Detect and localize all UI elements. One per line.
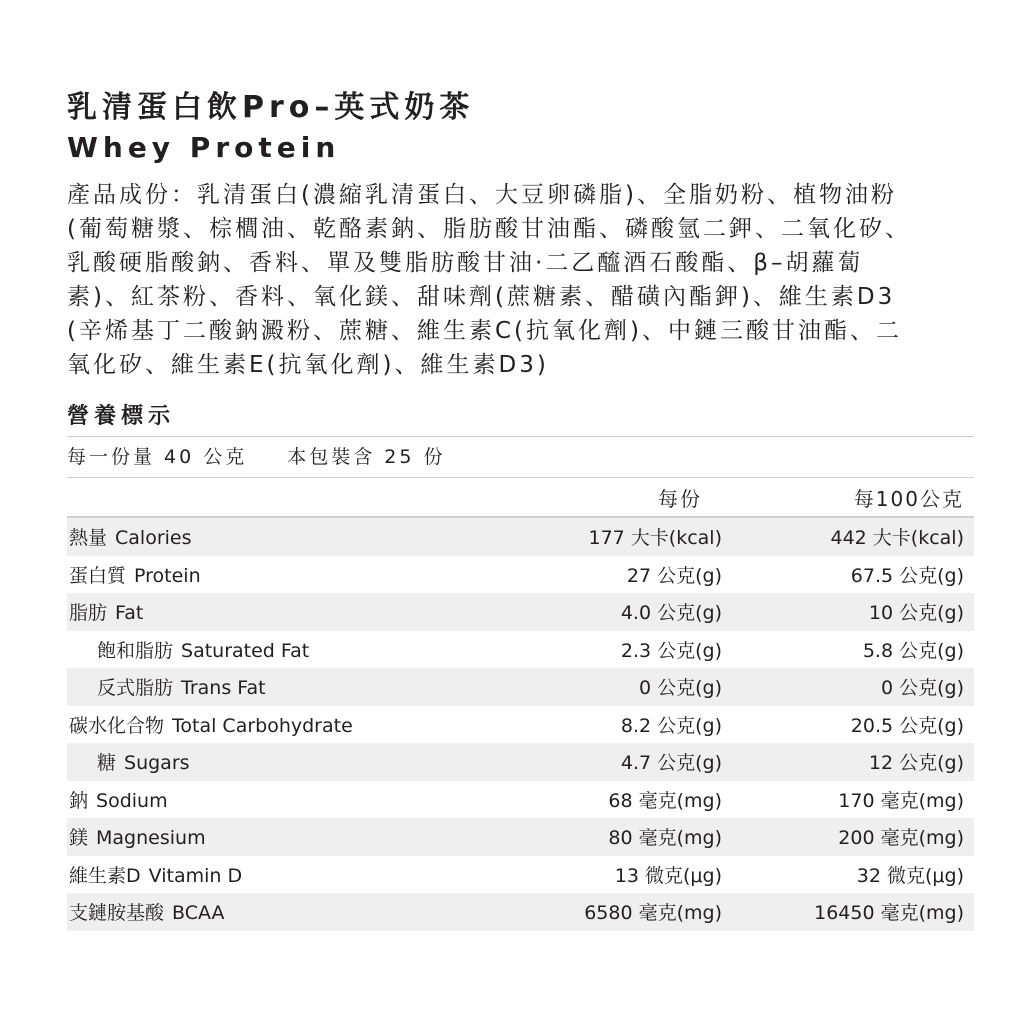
nutrient-name-zh: 飽和脂肪 xyxy=(97,639,174,662)
nutrient-name-en: BCAA xyxy=(172,902,225,925)
per-100g-value: 10 公克(g) xyxy=(722,593,974,631)
nutrient-name-en: Magnesium xyxy=(96,827,206,850)
per-100g-value: 200 毫克(mg) xyxy=(722,818,974,856)
per-serving-value: 4.0 公克(g) xyxy=(567,593,722,631)
per-serving-value: 80 毫克(mg) xyxy=(567,818,722,856)
ingredients-line: 產品成份：乳清蛋白(濃縮乳清蛋白、大豆卵磷脂)、全脂奶粉、植物油粉 xyxy=(67,182,897,208)
per-100g-value: 16450 毫克(mg) xyxy=(722,893,974,931)
table-row xyxy=(67,856,974,894)
nutrition-table xyxy=(67,478,974,931)
nutrient-name-en: Fat xyxy=(115,602,144,625)
nutrient-name xyxy=(67,743,567,781)
nutrient-name xyxy=(67,781,567,819)
nutrient-name-zh: 鎂 xyxy=(69,827,89,850)
product-title-en: Whey Protein xyxy=(67,131,341,164)
serving-size: 每一份量 40 公克 xyxy=(67,446,248,468)
servings-per-pack: 本包裝含 25 份 xyxy=(287,446,446,468)
product-label xyxy=(67,88,974,931)
table-row xyxy=(67,743,974,781)
nutrient-name-en: Protein xyxy=(134,564,201,587)
per-serving-value: 68 毫克(mg) xyxy=(608,789,722,812)
ingredients-line: 氧化矽、維生素E(抗氧化劑)、維生素D3) xyxy=(67,352,549,378)
per-100g-value: 442 大卡(kcal) xyxy=(722,517,974,556)
per-serving-value: 4.7 公克(g) xyxy=(567,743,722,781)
serving-info xyxy=(67,437,974,478)
per-serving-value: 6580 毫克(mg) xyxy=(567,893,722,931)
per-serving-value: 13 微克(μg) xyxy=(614,864,722,887)
nutrient-name-zh: 蛋白質 xyxy=(69,564,127,587)
nutrient-name-zh: 鈉 xyxy=(69,789,89,812)
nutrient-name-zh: 熱量 xyxy=(69,527,108,550)
nutrient-name-zh: 反式脂肪 xyxy=(97,677,174,700)
per-100g-value: 0 公克(g) xyxy=(722,668,974,706)
ingredients-line: (葡萄糖漿、棕櫚油、乾酪素鈉、脂肪酸甘油酯、磷酸氫二鉀、二氧化矽、 xyxy=(67,216,911,242)
nutrient-name-zh: 維生素D xyxy=(69,864,141,887)
per-serving-value: 27 公克(g) xyxy=(626,564,722,587)
ingredients-block xyxy=(67,178,974,382)
table-row xyxy=(67,781,974,819)
table-row xyxy=(67,818,974,856)
ingredients-line: (辛烯基丁二酸鈉澱粉、蔗糖、維生素C(抗氧化劑)、中鏈三酸甘油酯、二 xyxy=(67,318,902,344)
nutrition-title: 營養標示 xyxy=(67,402,974,437)
nutrient-name-en: Sugars xyxy=(124,752,190,775)
col-per-100g: 每100公克 xyxy=(722,478,974,517)
nutrient-name-en: Calories xyxy=(115,527,192,550)
nutrient-name-zh: 糖 xyxy=(97,752,117,775)
table-row xyxy=(67,517,974,556)
nutrient-name-en: Saturated Fat xyxy=(181,639,310,662)
ingredients-line: 素)、紅茶粉、香料、氧化鎂、甜味劑(蔗糖素、醋磺內酯鉀)、維生素D3 xyxy=(67,284,896,310)
nutrient-name xyxy=(67,517,567,556)
per-100g-value: 67.5 公克(g) xyxy=(850,564,964,587)
table-row xyxy=(67,893,974,931)
table-row xyxy=(67,706,974,744)
nutrient-name-zh: 支鏈胺基酸 xyxy=(69,902,165,925)
per-100g-value: 5.8 公克(g) xyxy=(862,639,964,662)
nutrient-name xyxy=(67,556,567,594)
nutrient-name-en: Trans Fat xyxy=(181,677,266,700)
nutrient-name xyxy=(67,893,567,931)
nutrient-name xyxy=(67,668,567,706)
per-serving-value: 0 公克(g) xyxy=(567,668,722,706)
nutrient-name-en: Sodium xyxy=(96,789,168,812)
table-row xyxy=(67,668,974,706)
table-row xyxy=(67,556,974,594)
per-100g-value: 20.5 公克(g) xyxy=(850,714,964,737)
nutrient-name-en: Vitamin D xyxy=(148,864,243,887)
per-100g-value: 12 公克(g) xyxy=(722,743,974,781)
per-serving-value: 8.2 公克(g) xyxy=(620,714,722,737)
nutrient-name-zh: 碳水化合物 xyxy=(69,714,165,737)
per-100g-value: 32 微克(μg) xyxy=(856,864,964,887)
nutrition-header-row xyxy=(67,478,974,517)
table-row xyxy=(67,631,974,669)
col-per-serving: 每份 xyxy=(567,478,722,517)
nutrient-name-en: Total Carbohydrate xyxy=(172,714,353,737)
nutrient-name xyxy=(67,706,567,744)
product-title-zh: 乳清蛋白飲Pro–英式奶茶 xyxy=(67,90,475,125)
per-serving-value: 177 大卡(kcal) xyxy=(567,517,722,556)
table-row xyxy=(67,593,974,631)
header-blank xyxy=(67,478,567,517)
ingredients-line: 乳酸硬脂酸鈉、香料、單及雙脂肪酸甘油·二乙醯酒石酸酯、β–胡蘿蔔 xyxy=(67,250,864,276)
nutrient-name xyxy=(67,856,567,894)
per-100g-value: 170 毫克(mg) xyxy=(838,789,964,812)
nutrient-name xyxy=(67,818,567,856)
nutrient-name xyxy=(67,593,567,631)
nutrient-name-zh: 脂肪 xyxy=(69,602,108,625)
nutrient-name xyxy=(67,631,567,669)
per-serving-value: 2.3 公克(g) xyxy=(620,639,722,662)
